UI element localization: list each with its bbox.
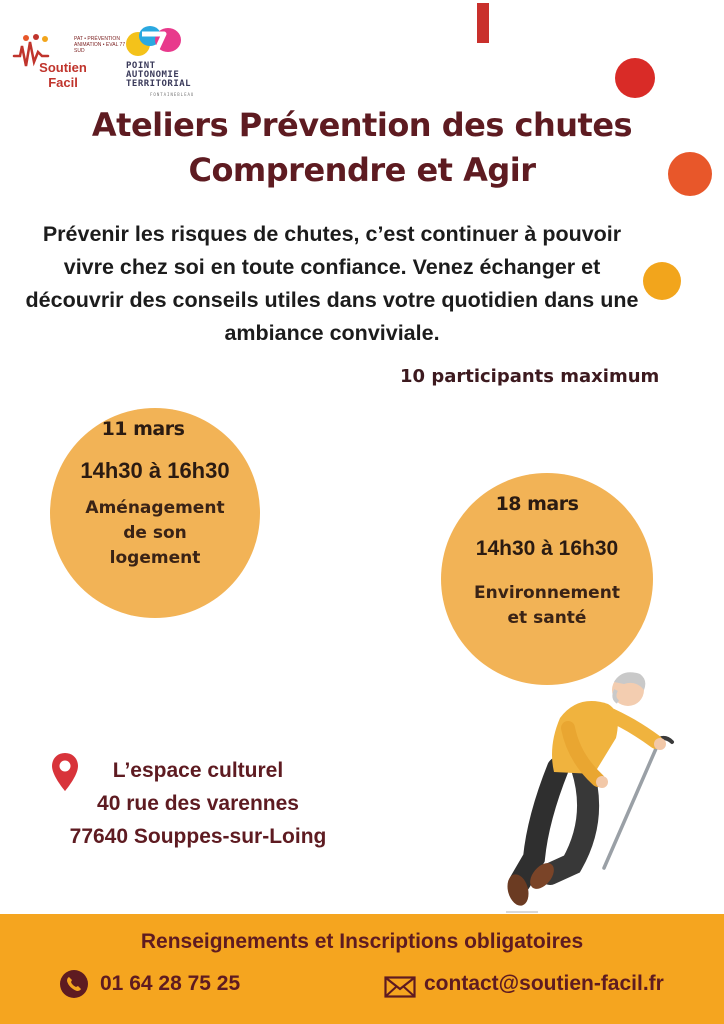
phone-number[interactable]: 01 64 28 75 25 — [100, 972, 241, 995]
session-hours: 14h30 à 16h30 — [475, 537, 619, 560]
session-topic: Aménagement de son logement — [85, 498, 225, 568]
falling-elderly-man-illustration — [498, 668, 698, 918]
session-hours: 14h30 à 16h30 — [80, 458, 230, 483]
session-circle-1 — [50, 408, 260, 618]
session-circle-2 — [441, 473, 653, 685]
soutien-facil-tagline: PAT • PRÉVENTION ANIMATION • EVAL 77 SUD — [74, 36, 126, 54]
decorative-bar — [477, 3, 489, 43]
location-address — [48, 754, 348, 853]
footer-title: Renseignements et Inscriptions obligatoires — [140, 930, 584, 953]
session-date: 11 mars — [101, 418, 185, 440]
mail-icon — [384, 976, 416, 998]
pat-seven-icon — [124, 24, 186, 64]
location-venue: L’espace culturel — [112, 759, 284, 782]
footer-bar — [0, 914, 724, 1024]
session-topic: Environnement et santé — [474, 583, 620, 628]
session-date: 18 mars — [495, 493, 579, 515]
page-title-line2: Comprendre et Agir — [188, 151, 536, 189]
intro-paragraph: Prévenir les risques de chutes, c’est continuer à pouvoir vivre chez soi en toute confiance. Venez échanger et découvrir des conseils utiles dans votre quotidien dans une ambiance conviviale. — [25, 222, 639, 345]
location-street: 40 rue des varennes — [97, 792, 299, 815]
pat-text: POINT AUTONOMIE TERRITORIAL — [126, 61, 192, 89]
decorative-dot-yellow — [643, 262, 681, 300]
point-autonomie-logo — [122, 24, 222, 104]
email-address[interactable]: contact@soutien-facil.fr — [424, 972, 664, 995]
participants-limit: 10 participants maximum — [400, 366, 660, 387]
location-city: 77640 Souppes-sur-Loing — [69, 825, 327, 848]
phone-icon — [59, 969, 89, 999]
pat-subtext: FONTAINEBLEAU — [150, 92, 195, 97]
decorative-dot-red — [615, 58, 655, 98]
page-title-line1: Ateliers Prévention des chutes — [91, 106, 633, 144]
soutien-facil-name: Soutien Facil — [39, 60, 87, 90]
soutien-facil-logo — [12, 30, 126, 100]
